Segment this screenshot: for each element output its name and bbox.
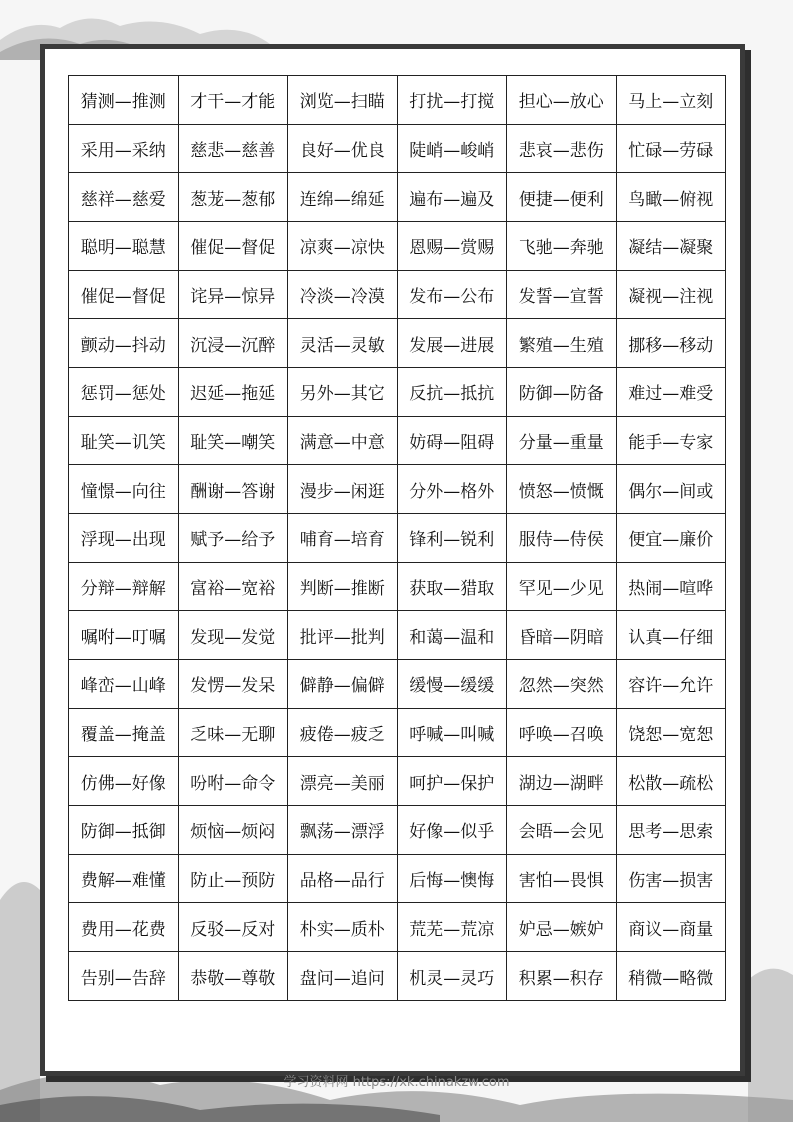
synonym-pair-cell: 发愣—发呆 [178, 660, 288, 709]
synonym-pair-cell: 迟延—拖延 [178, 368, 288, 417]
synonym-pair-cell: 认真—仔细 [616, 611, 726, 660]
right-mountain [748, 969, 793, 1122]
table-row [69, 806, 726, 855]
synonym-pair-cell: 峰峦—山峰 [69, 660, 179, 709]
synonym-pair-cell: 呼喊—叫喊 [397, 708, 507, 757]
synonym-pair-cell: 采用—采纳 [69, 124, 179, 173]
synonym-pair-cell: 机灵—灵巧 [397, 952, 507, 1001]
synonym-pair-cell: 灵活—灵敏 [288, 319, 398, 368]
synonym-pair-cell: 发现—发觉 [178, 611, 288, 660]
synonym-pair-cell: 偶尔—间或 [616, 465, 726, 514]
synonym-pair-cell: 思考—思索 [616, 806, 726, 855]
synonym-pair-cell: 凝结—凝聚 [616, 222, 726, 271]
table-row [69, 952, 726, 1001]
synonym-pair-cell: 呼唤—召唤 [507, 708, 617, 757]
synonym-pair-cell: 凝视—注视 [616, 270, 726, 319]
synonym-pair-cell: 担心—放心 [507, 76, 617, 125]
synonym-pair-cell: 批评—批判 [288, 611, 398, 660]
synonym-pair-cell: 覆盖—掩盖 [69, 708, 179, 757]
synonym-pair-cell: 松散—疏松 [616, 757, 726, 806]
synonym-pair-cell: 催促—督促 [69, 270, 179, 319]
synonym-pair-cell: 发展—进展 [397, 319, 507, 368]
synonym-pair-cell: 防止—预防 [178, 854, 288, 903]
synonym-pair-cell: 积累—积存 [507, 952, 617, 1001]
synonym-pair-cell: 葱茏—葱郁 [178, 173, 288, 222]
synonym-pair-cell: 发布—公布 [397, 270, 507, 319]
synonym-pair-cell: 罕见—少见 [507, 562, 617, 611]
table-row [69, 660, 726, 709]
synonym-pair-cell: 便宜—廉价 [616, 514, 726, 563]
synonym-pair-cell: 稍微—略微 [616, 952, 726, 1001]
synonym-pair-cell: 漫步—闲逛 [288, 465, 398, 514]
table-row [69, 368, 726, 417]
synonym-pair-cell: 盘问—追问 [288, 952, 398, 1001]
synonym-pair-cell: 耻笑—嘲笑 [178, 416, 288, 465]
synonym-pair-cell: 分量—重量 [507, 416, 617, 465]
table-row [69, 611, 726, 660]
table-row [69, 854, 726, 903]
synonym-table-body [69, 76, 726, 1001]
synonym-pair-cell: 遍布—遍及 [397, 173, 507, 222]
synonym-pair-cell: 僻静—偏僻 [288, 660, 398, 709]
synonym-pair-cell: 好像—似乎 [397, 806, 507, 855]
synonym-pair-cell: 颤动—抖动 [69, 319, 179, 368]
synonym-pair-cell: 沉浸—沉醉 [178, 319, 288, 368]
table-row [69, 319, 726, 368]
synonym-pair-cell: 分辩—辩解 [69, 562, 179, 611]
synonym-pair-cell: 耻笑—讥笑 [69, 416, 179, 465]
table-row [69, 173, 726, 222]
synonym-pair-cell: 挪移—移动 [616, 319, 726, 368]
synonym-pair-cell: 乏味—无聊 [178, 708, 288, 757]
synonym-pair-cell: 商议—商量 [616, 903, 726, 952]
synonym-pair-cell: 发誓—宣誓 [507, 270, 617, 319]
synonym-pair-cell: 服侍—侍侯 [507, 514, 617, 563]
synonym-pair-cell: 哺育—培育 [288, 514, 398, 563]
synonym-pair-cell: 才干—才能 [178, 76, 288, 125]
synonym-pair-cell: 连绵—绵延 [288, 173, 398, 222]
synonym-pair-cell: 容许—允许 [616, 660, 726, 709]
synonym-pair-cell: 仿佛—好像 [69, 757, 179, 806]
synonym-pair-cell: 飞驰—奔驰 [507, 222, 617, 271]
synonym-pair-cell: 荒芜—荒凉 [397, 903, 507, 952]
table-row [69, 562, 726, 611]
synonym-pair-cell: 锋利—锐利 [397, 514, 507, 563]
synonym-pair-cell: 妒忌—嫉妒 [507, 903, 617, 952]
synonym-pair-cell: 伤害—损害 [616, 854, 726, 903]
synonym-pair-cell: 热闹—喧哗 [616, 562, 726, 611]
synonym-pair-cell: 漂亮—美丽 [288, 757, 398, 806]
table-row [69, 708, 726, 757]
synonym-pair-cell: 憧憬—向往 [69, 465, 179, 514]
table-row [69, 416, 726, 465]
synonym-pair-cell: 慈祥—慈爱 [69, 173, 179, 222]
synonym-pair-cell: 烦恼—烦闷 [178, 806, 288, 855]
synonym-pair-cell: 防御—防备 [507, 368, 617, 417]
synonym-pair-cell: 缓慢—缓缓 [397, 660, 507, 709]
synonym-pair-cell: 酬谢—答谢 [178, 465, 288, 514]
synonym-pair-cell: 能手—专家 [616, 416, 726, 465]
synonym-pair-cell: 慈悲—慈善 [178, 124, 288, 173]
synonym-pair-cell: 另外—其它 [288, 368, 398, 417]
synonym-pair-cell: 聪明—聪慧 [69, 222, 179, 271]
synonym-pair-cell: 疲倦—疲乏 [288, 708, 398, 757]
footer-watermark: 学习资料网 https://xk.chinakzw.com [283, 1075, 510, 1090]
table-row [69, 76, 726, 125]
synonym-pair-cell: 呵护—保护 [397, 757, 507, 806]
synonym-pair-cell: 分外—格外 [397, 465, 507, 514]
synonym-pair-cell: 品格—品行 [288, 854, 398, 903]
synonym-pair-cell: 悲哀—悲伤 [507, 124, 617, 173]
synonym-pair-cell: 忙碌—劳碌 [616, 124, 726, 173]
synonym-pair-cell: 后悔—懊悔 [397, 854, 507, 903]
synonym-pair-cell: 吩咐—命令 [178, 757, 288, 806]
table-row [69, 903, 726, 952]
synonym-pair-cell: 赋予—给予 [178, 514, 288, 563]
synonym-pair-cell: 和蔼—温和 [397, 611, 507, 660]
table-row [69, 465, 726, 514]
table-row [69, 222, 726, 271]
synonym-pair-cell: 浮现—出现 [69, 514, 179, 563]
synonym-pair-cell: 费解—难懂 [69, 854, 179, 903]
synonym-pair-cell: 费用—花费 [69, 903, 179, 952]
synonym-pair-cell: 害怕—畏惧 [507, 854, 617, 903]
synonym-pair-cell: 愤怒—愤慨 [507, 465, 617, 514]
synonym-pair-cell: 妨碍—阻碍 [397, 416, 507, 465]
synonym-pair-cell: 繁殖—生殖 [507, 319, 617, 368]
table-row [69, 514, 726, 563]
synonym-pair-cell: 反驳—反对 [178, 903, 288, 952]
synonym-pair-cell: 忽然—突然 [507, 660, 617, 709]
synonym-pair-cell: 难过—难受 [616, 368, 726, 417]
synonym-pair-cell: 嘱咐—叮嘱 [69, 611, 179, 660]
table-row [69, 757, 726, 806]
synonym-pair-cell: 湖边—湖畔 [507, 757, 617, 806]
synonym-pair-cell: 朴实—质朴 [288, 903, 398, 952]
synonym-pair-cell: 猜测—推测 [69, 76, 179, 125]
synonym-pair-cell: 判断—推断 [288, 562, 398, 611]
synonym-pair-cell: 昏暗—阴暗 [507, 611, 617, 660]
synonym-pair-cell: 冷淡—冷漠 [288, 270, 398, 319]
synonym-pair-cell: 诧异—惊异 [178, 270, 288, 319]
synonym-pair-cell: 恭敬—尊敬 [178, 952, 288, 1001]
synonym-pair-cell: 马上—立刻 [616, 76, 726, 125]
synonym-pair-cell: 陡峭—峻峭 [397, 124, 507, 173]
synonym-pair-cell: 满意—中意 [288, 416, 398, 465]
synonym-pair-cell: 催促—督促 [178, 222, 288, 271]
synonym-pair-cell: 会晤—会见 [507, 806, 617, 855]
synonym-table [68, 75, 726, 1001]
synonym-pair-cell: 恩赐—赏赐 [397, 222, 507, 271]
synonym-pair-cell: 惩罚—惩处 [69, 368, 179, 417]
synonym-pair-cell: 饶恕—宽恕 [616, 708, 726, 757]
synonym-pair-cell: 告别—告辞 [69, 952, 179, 1001]
synonym-pair-cell: 防御—抵御 [69, 806, 179, 855]
synonym-pair-cell: 获取—猎取 [397, 562, 507, 611]
synonym-pair-cell: 反抗—抵抗 [397, 368, 507, 417]
synonym-pair-cell: 打扰—打搅 [397, 76, 507, 125]
table-row [69, 124, 726, 173]
synonym-pair-cell: 便捷—便利 [507, 173, 617, 222]
synonym-pair-cell: 鸟瞰—俯视 [616, 173, 726, 222]
synonym-pair-cell: 凉爽—凉快 [288, 222, 398, 271]
synonym-pair-cell: 浏览—扫瞄 [288, 76, 398, 125]
table-row [69, 270, 726, 319]
synonym-pair-cell: 良好—优良 [288, 124, 398, 173]
synonym-pair-cell: 富裕—宽裕 [178, 562, 288, 611]
synonym-pair-cell: 飘荡—漂浮 [288, 806, 398, 855]
